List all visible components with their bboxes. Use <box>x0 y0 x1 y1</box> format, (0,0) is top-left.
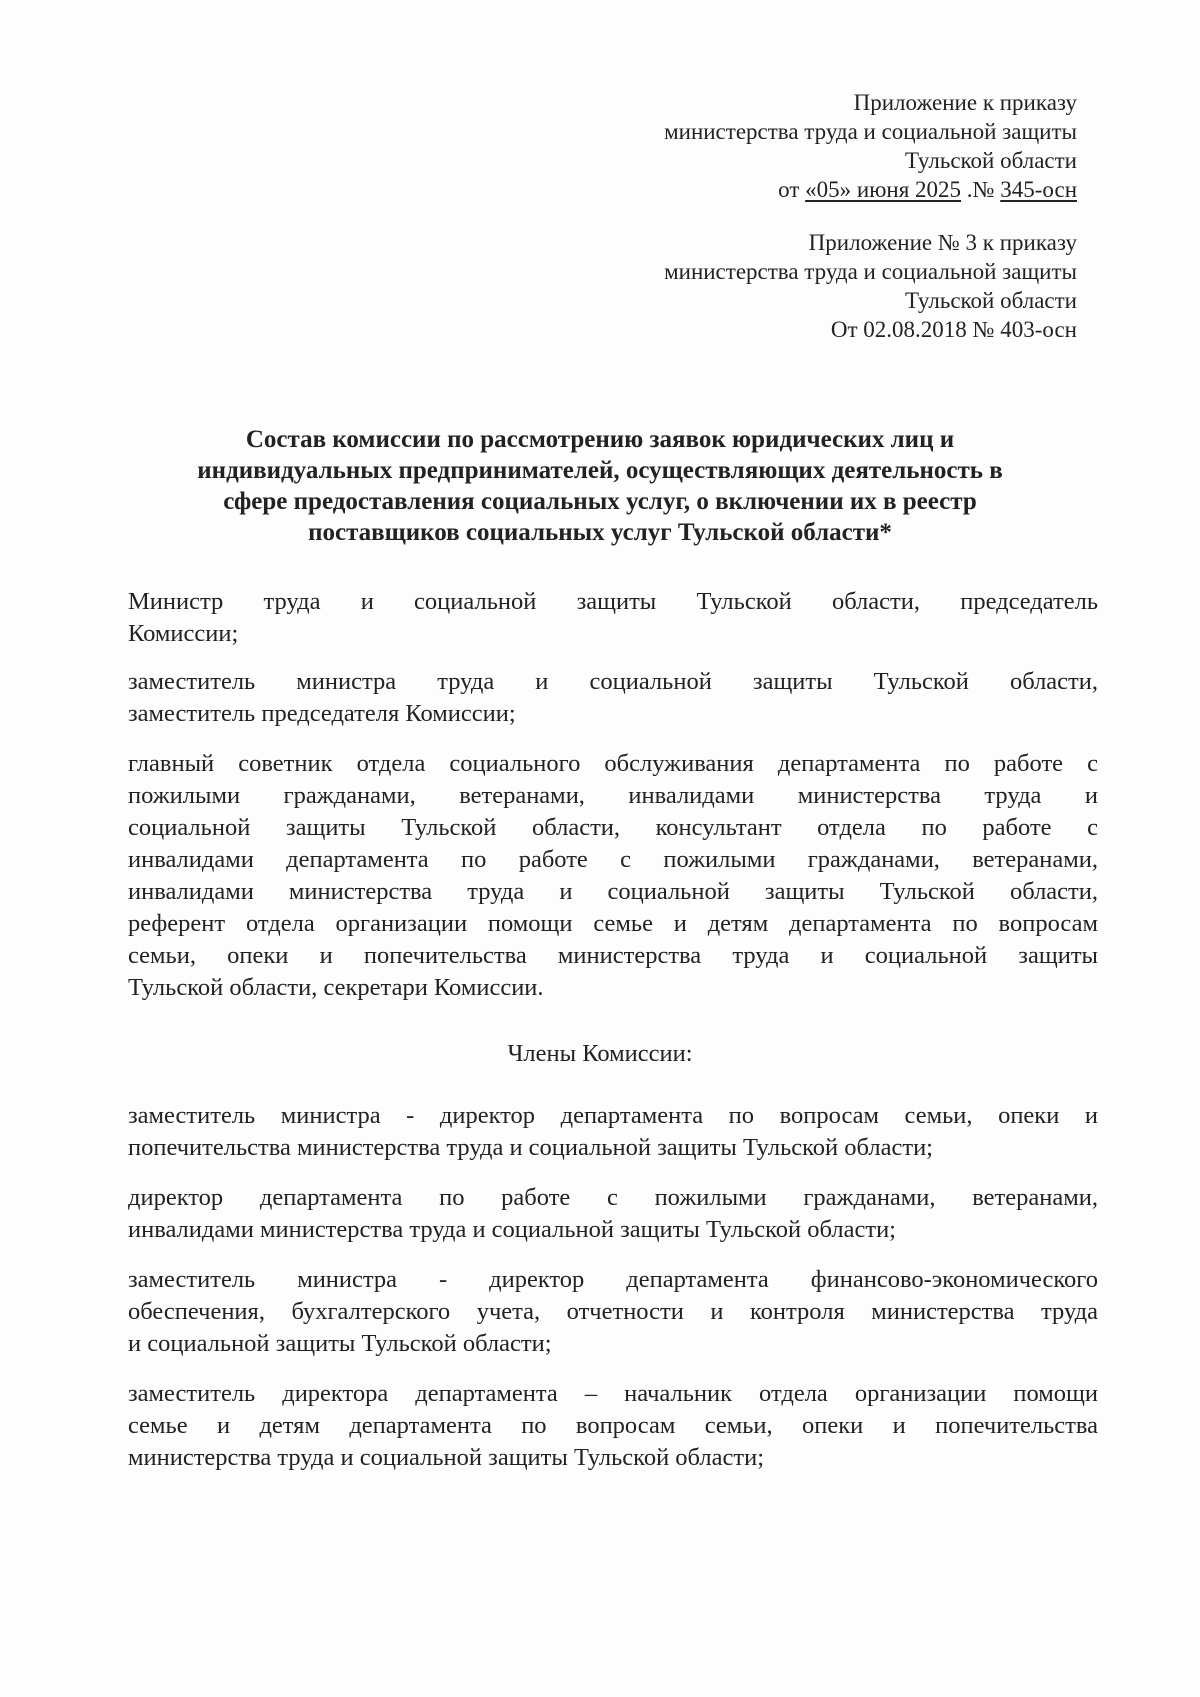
appendix-line: Приложение к приказу <box>853 90 1077 115</box>
appendix-line: Тульской области <box>904 288 1077 313</box>
text-line: Министр труда и социальной защиты Тульской области, председатель <box>128 588 1098 615</box>
text-line: семьи, опеки и попечительства министерства труда и социальной защиты <box>128 942 1098 969</box>
text-line: Комиссии; <box>128 620 239 647</box>
text-line: заместитель председателя Комиссии; <box>128 700 516 727</box>
paragraph-deputy-chair <box>128 666 1098 730</box>
appendix-line: министерства труда и социальной защиты <box>664 119 1077 144</box>
text-line: семье и детям департамента по вопросам семьи, опеки и попечительства <box>128 1412 1098 1439</box>
appendix-header-original <box>664 228 1077 344</box>
appendix-date-line <box>664 175 1077 204</box>
appendix-line: От 02.08.2018 № 403-осн <box>830 317 1077 342</box>
paragraph-member <box>128 1100 1098 1164</box>
appendix-header-current <box>664 88 1077 204</box>
appendix-line: Приложение № 3 к приказу <box>808 230 1077 255</box>
text-line: Тульской области, секретари Комиссии. <box>128 974 544 1001</box>
paragraph-secretaries <box>128 748 1098 1004</box>
text-line: заместитель министра - директор департамента финансово-экономического <box>128 1266 1098 1293</box>
title-line: Состав комиссии по рассмотрению заявок юридических лиц и <box>245 426 955 453</box>
number-prefix: .№ <box>961 177 1001 202</box>
text-line: и социальной защиты Тульской области; <box>128 1330 552 1357</box>
text-line: обеспечения, бухгалтерского учета, отчетности и контроля министерства труда <box>128 1298 1098 1325</box>
text-line: пожилыми гражданами, ветеранами, инвалидами министерства труда и <box>128 782 1098 809</box>
paragraph-chair <box>128 586 1098 650</box>
text-line: попечительства министерства труда и социальной защиты Тульской области; <box>128 1134 933 1161</box>
order-number: 345-осн <box>1000 177 1077 202</box>
title-line: сфере предоставления социальных услуг, о включении их в реестр <box>223 488 977 515</box>
title-line: индивидуальных предпринимателей, осуществляющих деятельность в <box>197 457 1003 484</box>
text-line: заместитель министра - директор департамента по вопросам семьи, опеки и <box>128 1102 1098 1129</box>
document-title <box>150 424 1050 548</box>
text-line: директор департамента по работе с пожилыми гражданами, ветеранами, <box>128 1184 1098 1211</box>
paragraph-member <box>128 1264 1098 1360</box>
text-line: главный советник отдела социального обслуживания департамента по работе с <box>128 750 1098 777</box>
text-line: социальной защиты Тульской области, консультант отдела по работе с <box>128 814 1098 841</box>
order-date: «05» июня 2025 <box>805 177 962 202</box>
paragraph-member <box>128 1182 1098 1246</box>
text-line: министерства труда и социальной защиты Тульской области; <box>128 1444 765 1471</box>
appendix-line: министерства труда и социальной защиты <box>664 259 1077 284</box>
appendix-line: Тульской области <box>904 148 1077 173</box>
text-line: референт отдела организации помощи семье и детям департамента по вопросам <box>128 910 1098 937</box>
date-prefix: от <box>778 177 806 202</box>
text-line: заместитель министра труда и социальной защиты Тульской области, <box>128 668 1098 695</box>
members-heading: Члены Комиссии: <box>507 1040 693 1067</box>
text-line: заместитель директора департамента – начальник отдела организации помощи <box>128 1380 1098 1407</box>
paragraph-member <box>128 1378 1098 1474</box>
text-line: инвалидами министерства труда и социальной защиты Тульской области, <box>128 878 1098 905</box>
text-line: инвалидами министерства труда и социальной защиты Тульской области; <box>128 1216 896 1243</box>
title-line: поставщиков социальных услуг Тульской области* <box>308 519 892 546</box>
text-line: инвалидами департамента по работе с пожилыми гражданами, ветеранами, <box>128 846 1098 873</box>
